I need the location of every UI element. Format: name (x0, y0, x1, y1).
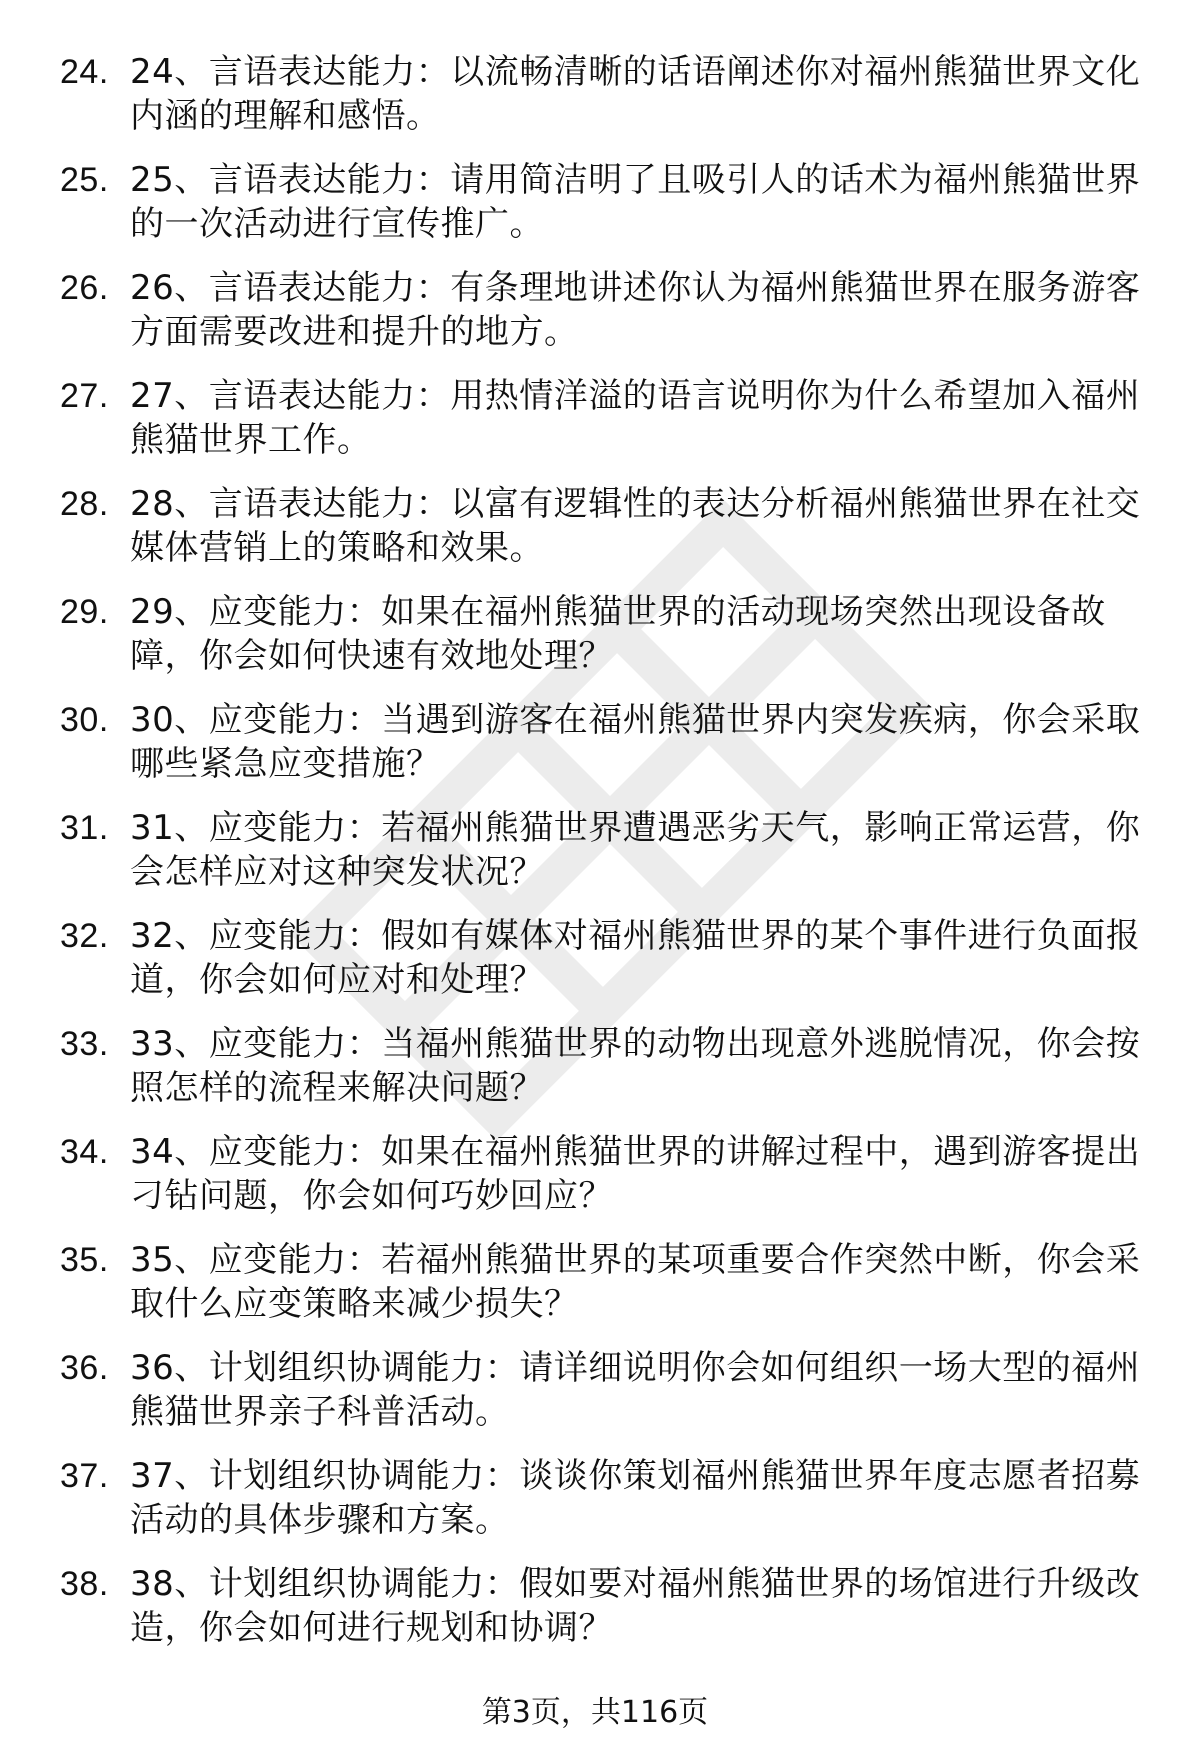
question-text: 35、应变能力：若福州熊猫世界的某项重要合作突然中断，你会采取什么应变策略来减少损失？ (130, 1240, 1141, 1324)
question-text: 26、言语表达能力：有条理地讲述你认为福州熊猫世界在服务游客方面需要改进和提升的地方。 (130, 268, 1141, 352)
question-item (60, 806, 1160, 894)
question-text: 32、应变能力：假如有媒体对福州熊猫世界的某个事件进行负面报道，你会如何应对和处理？ (130, 916, 1141, 1000)
page-footer: 第3页，共116页 (481, 1695, 709, 1730)
question-text: 30、应变能力：当遇到游客在福州熊猫世界内突发疾病，你会采取哪些紧急应变措施？ (130, 700, 1141, 784)
question-text: 37、计划组织协调能力：谈谈你策划福州熊猫世界年度志愿者招募活动的具体步骤和方案。 (130, 1456, 1141, 1540)
question-number: 33. (60, 1025, 109, 1063)
question-text: 36、计划组织协调能力：请详细说明你会如何组织一场大型的福州熊猫世界亲子科普活动。 (130, 1348, 1141, 1432)
question-text: 38、计划组织协调能力：假如要对福州熊猫世界的场馆进行升级改造，你会如何进行规划和协调？ (130, 1564, 1141, 1648)
question-item (60, 1130, 1160, 1218)
question-number: 35. (60, 1241, 109, 1279)
question-text: 33、应变能力：当福州熊猫世界的动物出现意外逃脱情况，你会按照怎样的流程来解决问题？ (130, 1024, 1141, 1108)
question-number: 34. (60, 1133, 109, 1171)
question-number: 37. (60, 1457, 109, 1495)
question-item (60, 158, 1160, 246)
question-number: 25. (60, 161, 109, 199)
question-text: 27、言语表达能力：用热情洋溢的语言说明你为什么希望加入福州熊猫世界工作。 (130, 376, 1141, 460)
question-number: 28. (60, 485, 109, 523)
question-number: 32. (60, 917, 109, 955)
question-text: 24、言语表达能力：以流畅清晰的话语阐述你对福州熊猫世界文化内涵的理解和感悟。 (130, 52, 1141, 136)
question-item (60, 698, 1160, 786)
question-number: 30. (60, 701, 109, 739)
question-item (60, 590, 1160, 678)
question-text: 31、应变能力：若福州熊猫世界遭遇恶劣天气，影响正常运营，你会怎样应对这种突发状况？ (130, 808, 1141, 892)
question-item (60, 50, 1160, 138)
question-item (60, 1454, 1160, 1542)
question-text: 34、应变能力：如果在福州熊猫世界的讲解过程中，遇到游客提出刁钻问题，你会如何巧妙回应？ (130, 1132, 1141, 1216)
question-item (60, 482, 1160, 570)
question-item (60, 374, 1160, 462)
question-list (60, 50, 1160, 1670)
question-item (60, 266, 1160, 354)
question-item (60, 1346, 1160, 1434)
question-text: 25、言语表达能力：请用简洁明了且吸引人的话术为福州熊猫世界的一次活动进行宣传推广。 (130, 160, 1141, 244)
question-number: 36. (60, 1349, 109, 1387)
question-number: 38. (60, 1565, 109, 1603)
question-text: 29、应变能力：如果在福州熊猫世界的活动现场突然出现设备故障，你会如何快速有效地处理？ (130, 592, 1106, 676)
question-text: 28、言语表达能力：以富有逻辑性的表达分析福州熊猫世界在社交媒体营销上的策略和效果。 (130, 484, 1141, 568)
question-number: 24. (60, 53, 109, 91)
question-number: 26. (60, 269, 109, 307)
question-item (60, 1238, 1160, 1326)
question-item (60, 1022, 1160, 1110)
question-number: 27. (60, 377, 109, 415)
question-number: 31. (60, 809, 109, 847)
question-item (60, 914, 1160, 1002)
question-item (60, 1562, 1160, 1650)
question-number: 29. (60, 593, 109, 631)
